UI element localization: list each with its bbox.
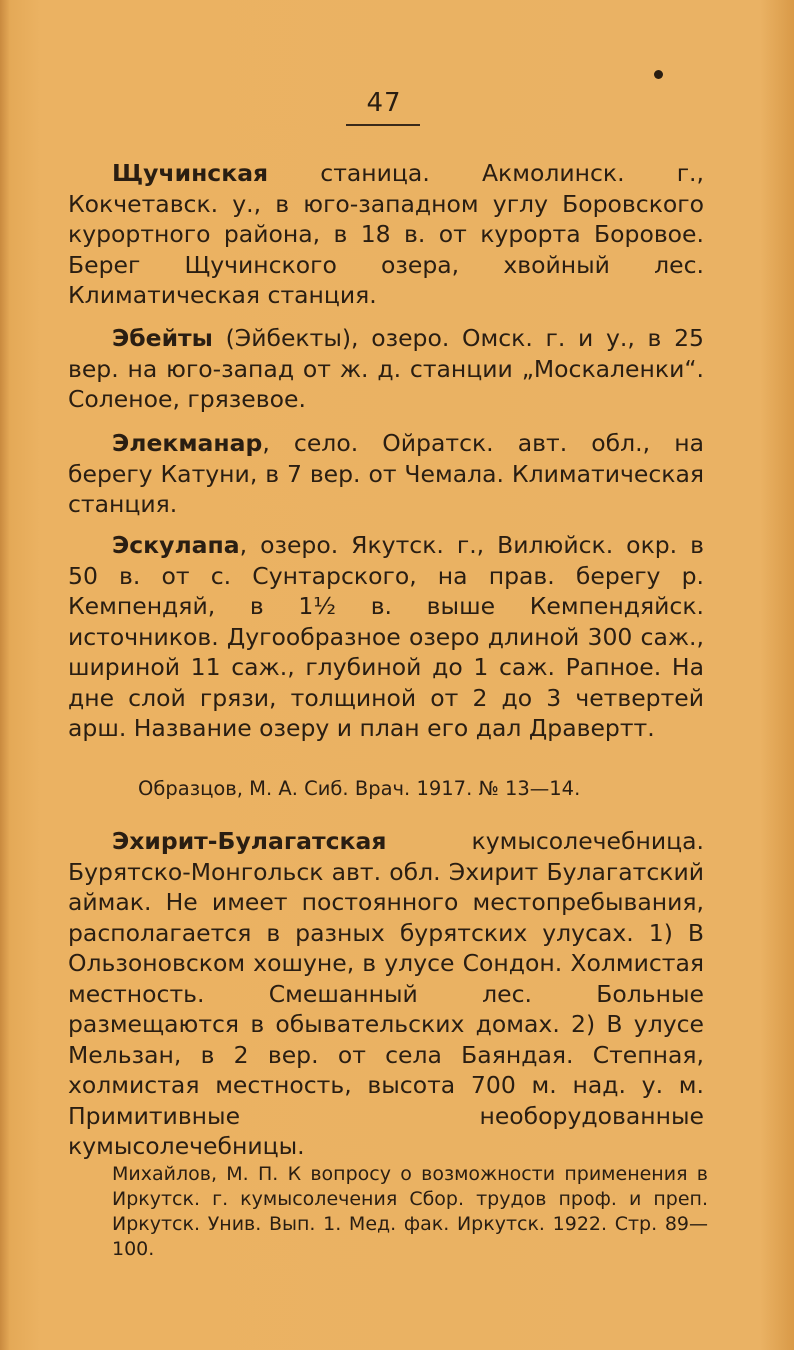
- entry-term: Эхирит-Булагатская: [112, 827, 387, 855]
- entry-term: Щучинская: [112, 159, 269, 187]
- entry-reference: Образцов, М. А. Сиб. Врач. 1917. № 13—14.: [138, 777, 581, 800]
- entry-text: , село. Ойратск. авт. обл., на берегу Катуни, в 7 вер. от Чемала. Климатическая станция.: [68, 429, 704, 518]
- page-number: 47: [366, 88, 402, 118]
- entry-reference: Михайлов, М. П. К вопросу о возможности применения в Иркутск. г. кумысолечения Сбор. трудов проф. и преп. Иркутск. Унив. Вып. 1. Мед. фак. Иркутск. 1922. Стр. 89—100.: [112, 1163, 708, 1260]
- entry-ebeyty: [68, 323, 704, 415]
- entry-elekmanar: [68, 428, 704, 520]
- ink-spot: [654, 70, 663, 79]
- entry-text: , озеро. Якутск. г., Вилюйск. окр. в 50 в. от с. Сунтарского, на прав. берегу р. Кемпендяй, в 1½ в. выше Кемпендяйск. источников. Дугообразное озеро длиной 300 саж., шириной 11 саж., глубиной до 1 саж. Рапное. На дне слой грязи, толщиной от 2 до 3 четвертей арш. Название озеру и план его дал Дравертт.: [68, 531, 704, 742]
- entry-text: кумысолечебница. Бурятско-Монгольск авт. обл. Эхирит Булагатский аймак. Не имеет постоянного местопребывания, располагается в разных бурятских улусах. 1) В Ользоновском хошуне, в улусе Сондон. Холмистая местность. Смешанный лес. Больные размещаются в обывательских домах. 2) В улусе Мельзан, в 2 вер. от села Баяндая. Степная, холмистая местность, высота 700 м. над. у. м. Примитивные необорудованные кумысолечебницы.: [68, 827, 704, 1160]
- entry-term: Эскулапа: [112, 531, 240, 559]
- entry-term: Эбейты: [112, 324, 213, 352]
- entry-shchuchinskaya: [68, 158, 704, 311]
- entry-ekhirit-bulagatskaya: [68, 826, 704, 1162]
- entry-text: станица. Акмолинск. г., Кокчетавск. у., в юго-западном углу Боровского курортного района, в 18 в. от курорта Боровое. Берег Щучинского озера, хвойный лес. Климатическая станция.: [68, 159, 704, 309]
- page-number-underline: [346, 124, 420, 126]
- entry-text: (Эйбекты), озеро. Омск. г. и у., в 25 вер. на юго-запад от ж. д. станции „Москаленки“. Соленое, грязевое.: [68, 324, 704, 413]
- entry-term: Элекманар: [112, 429, 263, 457]
- entry-eskulapa: [68, 530, 704, 744]
